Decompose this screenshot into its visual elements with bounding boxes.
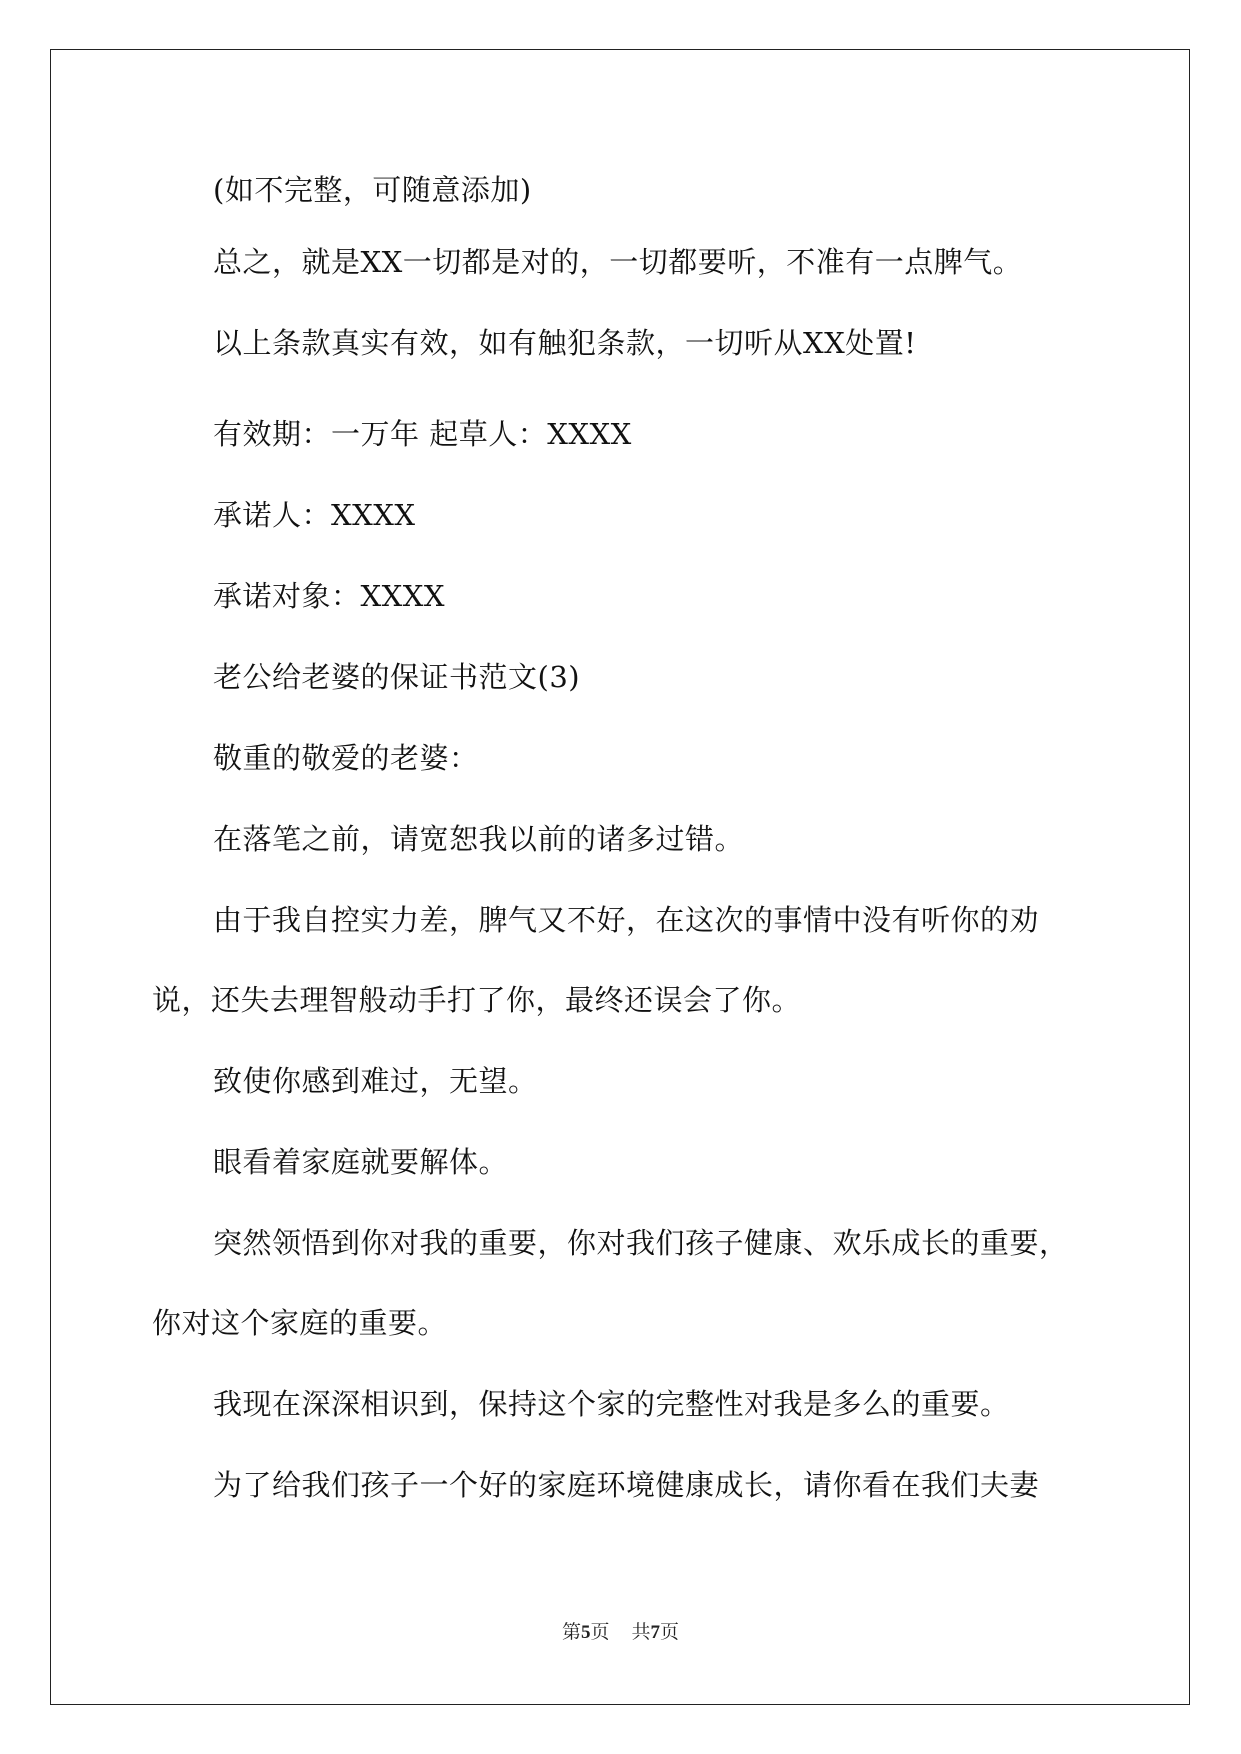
page-border xyxy=(50,49,1190,1705)
total-pages-indicator xyxy=(632,1622,680,1643)
paragraph-continuation: 说，还失去理智般动手打了你，最终还误会了你。 xyxy=(152,983,802,1017)
paragraph: 我现在深深相识到，保持这个家的完整性对我是多么的重要。 xyxy=(213,1387,1010,1421)
paragraph: (如不完整，可随意添加) xyxy=(213,173,532,207)
paragraph: 在落笔之前，请宽恕我以前的诸多过错。 xyxy=(213,822,745,856)
paragraph: 为了给我们孩子一个好的家庭环境健康成长，请你看在我们夫妻 xyxy=(213,1468,1040,1502)
paragraph: 总之，就是XX一切都是对的，一切都要听，不准有一点脾气。 xyxy=(213,245,1023,279)
paragraph-continuation: 你对这个家庭的重要。 xyxy=(152,1306,448,1340)
total-suffix: 页 xyxy=(660,1622,680,1643)
paragraph: 眼看着家庭就要解体。 xyxy=(213,1145,509,1179)
paragraph: 有效期：一万年 起草人：XXXX xyxy=(213,417,632,451)
page-suffix: 页 xyxy=(590,1622,610,1643)
paragraph: 承诺对象：XXXX xyxy=(213,579,446,613)
paragraph: 致使你感到难过，无望。 xyxy=(213,1064,538,1098)
paragraph: 突然领悟到你对我的重要，你对我们孩子健康、欢乐成长的重要， xyxy=(213,1226,1069,1260)
total-prefix: 共 xyxy=(631,1622,651,1643)
paragraph: 以上条款真实有效，如有触犯条款，一切听从XX处置! xyxy=(213,326,917,360)
page-prefix: 第 xyxy=(561,1622,581,1643)
paragraph: 由于我自控实力差，脾气又不好，在这次的事情中没有听你的劝 xyxy=(213,903,1040,937)
paragraph-salutation: 敬重的敬爱的老婆： xyxy=(213,741,479,775)
page-indicator xyxy=(562,1622,610,1643)
page-footer xyxy=(0,1621,1241,1645)
total-pages: 7 xyxy=(650,1622,661,1643)
paragraph-heading: 老公给老婆的保证书范文(3) xyxy=(213,660,581,694)
paragraph: 承诺人：XXXX xyxy=(213,498,416,532)
page-number: 5 xyxy=(580,1622,591,1643)
